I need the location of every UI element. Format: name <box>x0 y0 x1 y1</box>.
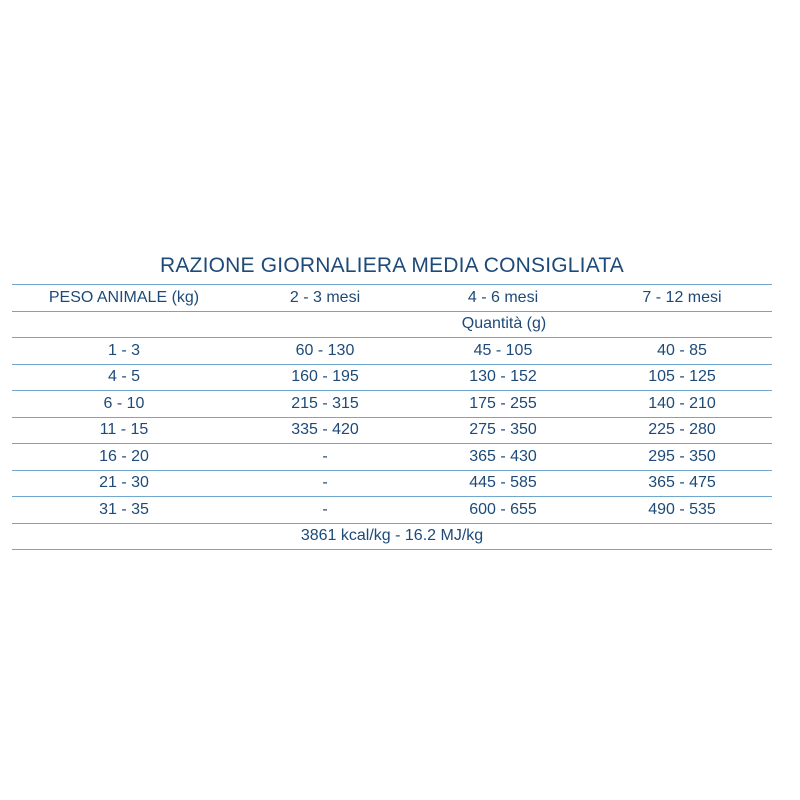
table-row <box>12 338 772 365</box>
amount-cell: 175 - 255 <box>414 391 592 418</box>
amount-cell: 295 - 350 <box>592 444 772 471</box>
header-weight: PESO ANIMALE (kg) <box>12 285 236 312</box>
quantity-unit-label: Quantità (g) <box>236 311 772 338</box>
weight-cell: 4 - 5 <box>12 364 236 391</box>
table-row <box>12 364 772 391</box>
weight-cell: 16 - 20 <box>12 444 236 471</box>
amount-cell: 335 - 420 <box>236 417 414 444</box>
header-age-2-3: 2 - 3 mesi <box>236 285 414 312</box>
amount-cell: 600 - 655 <box>414 497 592 524</box>
amount-cell: 40 - 85 <box>592 338 772 365</box>
amount-cell: - <box>236 470 414 497</box>
table-row <box>12 470 772 497</box>
amount-cell: 130 - 152 <box>414 364 592 391</box>
amount-cell: 445 - 585 <box>414 470 592 497</box>
amount-cell: 225 - 280 <box>592 417 772 444</box>
amount-cell: 490 - 535 <box>592 497 772 524</box>
weight-cell: 31 - 35 <box>12 497 236 524</box>
header-age-4-6: 4 - 6 mesi <box>414 285 592 312</box>
amount-cell: 365 - 475 <box>592 470 772 497</box>
amount-cell: 365 - 430 <box>414 444 592 471</box>
amount-cell: 60 - 130 <box>236 338 414 365</box>
amount-cell: - <box>236 444 414 471</box>
table-title: RAZIONE GIORNALIERA MEDIA CONSIGLIATA <box>159 254 625 277</box>
footer-row <box>12 523 772 550</box>
amount-cell: 105 - 125 <box>592 364 772 391</box>
amount-cell: 140 - 210 <box>592 391 772 418</box>
amount-cell: 160 - 195 <box>236 364 414 391</box>
subheader-row <box>12 311 772 338</box>
table-row <box>12 444 772 471</box>
amount-cell: - <box>236 497 414 524</box>
table-row <box>12 497 772 524</box>
weight-cell: 6 - 10 <box>12 391 236 418</box>
amount-cell: 45 - 105 <box>414 338 592 365</box>
amount-cell: 215 - 315 <box>236 391 414 418</box>
ration-table <box>12 284 772 550</box>
weight-cell: 21 - 30 <box>12 470 236 497</box>
weight-cell: 11 - 15 <box>12 417 236 444</box>
header-age-7-12: 7 - 12 mesi <box>592 285 772 312</box>
amount-cell: 275 - 350 <box>414 417 592 444</box>
header-row <box>12 285 772 312</box>
table-row <box>12 417 772 444</box>
table-row <box>12 391 772 418</box>
weight-cell: 1 - 3 <box>12 338 236 365</box>
energy-content: 3861 kcal/kg - 16.2 MJ/kg <box>12 523 772 550</box>
